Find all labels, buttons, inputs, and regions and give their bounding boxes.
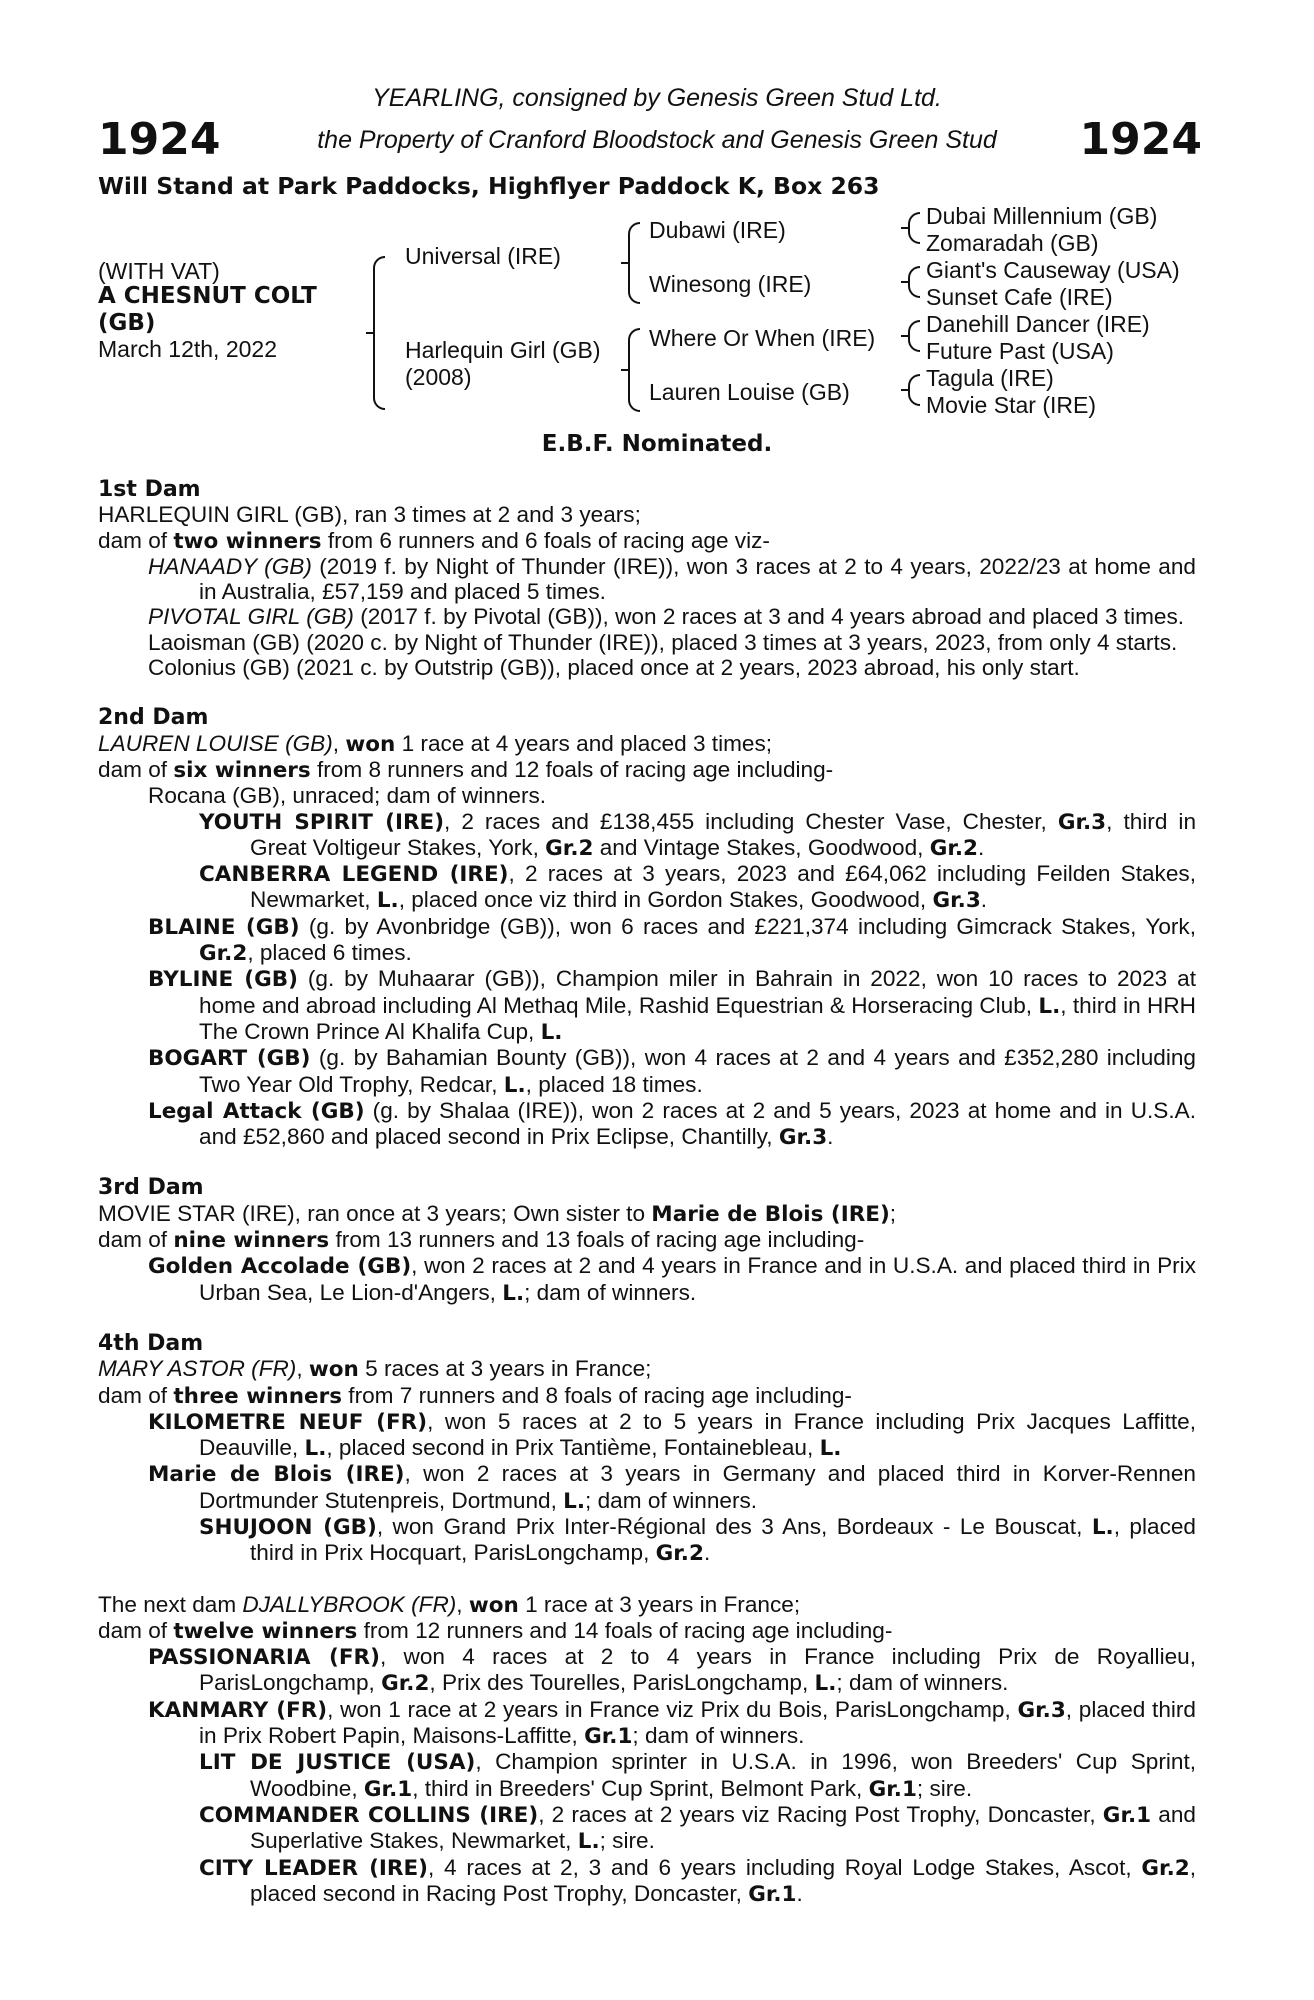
- record-line: [98, 1409, 1196, 1462]
- text-run: .: [796, 1880, 803, 1906]
- record-line: [98, 1618, 1196, 1644]
- pedigree-brace-g1: [908, 212, 920, 244]
- record-line: [98, 783, 1196, 808]
- property-line: the Property of Cranford Bloodstock and Genesis Green Stud: [317, 126, 997, 154]
- record-line: [98, 655, 1196, 680]
- bold-run: BLAINE (GB): [148, 914, 300, 940]
- dam-section: [98, 1592, 1196, 1908]
- dam-section: [98, 477, 1196, 680]
- italic-run: LAUREN LOUISE (GB): [98, 730, 333, 756]
- record-line: [98, 1855, 1196, 1908]
- text-run: , Champion sprinter in U.S.A. in 1996, won Breeders' Cup Sprint, Woodbine,: [250, 1749, 1196, 1801]
- bold-run: L.: [1091, 1514, 1114, 1540]
- text-run: ,: [296, 1356, 309, 1382]
- pedigree-brace-sire: [628, 222, 640, 304]
- record-line: [98, 554, 1196, 605]
- pedigree-brace-g2: [908, 266, 920, 298]
- pedigree-sire: Universal (IRE): [405, 243, 561, 269]
- text-run: , third in Great Voltigeur Stakes, York,: [250, 808, 1197, 860]
- text-run: , won 5 races at 2 to 5 years in France including Prix Jacques Laffitte, Deauville,: [199, 1408, 1196, 1461]
- text-run: , won 1 race at 2 years in France viz Prix du Bois, ParisLongchamp,: [327, 1696, 1018, 1722]
- text-run: , placed 18 times.: [525, 1071, 703, 1097]
- pedigree-brace-g3: [908, 320, 920, 352]
- subject-name: A CHESNUT COLT: [98, 283, 317, 309]
- pedigree-g3: Giant's Causeway (USA): [926, 257, 1180, 283]
- bold-run: PASSIONARIA (FR): [148, 1645, 380, 1671]
- text-run: Rocana (GB), unraced; dam of winners.: [148, 783, 547, 809]
- vat-note: (WITH VAT): [98, 258, 220, 284]
- record-line: [98, 809, 1196, 862]
- pedigree-g2: Zomaradah (GB): [926, 230, 1099, 256]
- record-line: [98, 1749, 1196, 1802]
- bold-run: Gr.2: [199, 941, 248, 967]
- bold-run: COMMANDER COLLINS (IRE): [199, 1802, 539, 1828]
- bold-run: won: [308, 1357, 359, 1383]
- bold-run: Gr.1: [584, 1724, 633, 1750]
- pedigree-dam-dam: Lauren Louise (GB): [649, 379, 850, 405]
- text-run: , Prix des Tourelles, ParisLongchamp,: [429, 1670, 815, 1696]
- bold-run: nine winners: [173, 1228, 330, 1254]
- bold-run: BYLINE (GB): [148, 967, 298, 993]
- bold-run: CITY LEADER (IRE): [199, 1855, 428, 1881]
- pedigree-g8: Movie Star (IRE): [926, 392, 1096, 418]
- text-run: ; dam of winners.: [632, 1723, 805, 1749]
- produce-record: [98, 477, 1196, 1907]
- text-run: (g. by Bahamian Bounty (GB)), won 4 races at 2 and 4 years and £352,280 including Two Year Old Trophy, Redcar,: [199, 1045, 1196, 1097]
- text-run: from 8 runners and 12 foals of racing age including-: [310, 756, 834, 782]
- bold-run: Gr.2: [545, 835, 594, 861]
- text-run: (2019 f. by Night of Thunder (IRE)), won 3 races at 2 to 4 years, 2022/23 at home and in Australia, £57,159 and placed 5 times.: [199, 553, 1196, 605]
- text-run: .: [827, 1124, 834, 1150]
- text-run: dam of: [98, 756, 174, 782]
- text-run: , placed 6 times.: [247, 940, 412, 966]
- text-run: (g. by Shalaa (IRE)), won 2 races at 2 and 5 years, 2023 at home and in U.S.A. and £52,860 and placed second in Prix Eclipse, Chantilly,: [199, 1097, 1196, 1150]
- bold-run: three winners: [173, 1383, 343, 1409]
- bold-run: Gr.2: [929, 835, 978, 861]
- text-run: Colonius (GB) (2021 c. by Outstrip (GB)), placed once at 2 years, 2023 abroad, his only start.: [148, 655, 1080, 681]
- record-line: [98, 966, 1196, 1045]
- bold-run: Gr.3: [778, 1125, 828, 1151]
- bold-run: Gr.1: [748, 1881, 797, 1907]
- bold-run: Gr.1: [363, 1776, 413, 1802]
- pedigree-sire-dam: Winesong (IRE): [649, 271, 812, 297]
- record-line: [98, 1644, 1196, 1697]
- text-run: .: [978, 834, 985, 860]
- bold-run: won: [468, 1592, 519, 1618]
- section-heading: 1st Dam: [98, 477, 201, 502]
- text-run: HARLEQUIN GIRL (GB), ran 3 times at 2 and 3 years;: [98, 502, 641, 528]
- dam-section: [98, 1175, 1196, 1305]
- pedigree-brace-g4: [908, 374, 920, 406]
- text-run: from 6 runners and 6 foals of racing age viz-: [321, 527, 770, 553]
- text-run: dam of: [98, 1617, 174, 1643]
- italic-run: PIVOTAL GIRL (GB): [148, 604, 354, 630]
- text-run: , third in Breeders' Cup Sprint, Belmont Park,: [412, 1775, 869, 1801]
- record-line: [98, 1461, 1196, 1514]
- text-run: , won 4 races at 2 to 4 years in France including Prix de Royallieu, ParisLongchamp,: [199, 1644, 1196, 1696]
- record-line: [98, 1802, 1196, 1855]
- text-run: ; sire.: [916, 1775, 973, 1801]
- subject-country: (GB): [98, 310, 156, 336]
- text-run: Laoisman (GB) (2020 c. by Night of Thunder (IRE)), placed 3 times at 3 years, 2023, from only 4 starts.: [148, 629, 1178, 655]
- text-run: 5 races at 3 years in France;: [358, 1356, 652, 1382]
- bold-run: won: [345, 731, 396, 757]
- bold-run: Gr.2: [655, 1541, 704, 1567]
- ebf-nomination: E.B.F. Nominated.: [541, 431, 773, 457]
- pedigree-g4: Sunset Cafe (IRE): [926, 284, 1113, 310]
- text-run: ;: [889, 1200, 897, 1226]
- bold-run: six winners: [173, 757, 311, 783]
- bold-run: L.: [814, 1671, 837, 1697]
- record-line: [98, 1697, 1196, 1750]
- text-run: from 7 runners and 8 foals of racing age including-: [342, 1382, 852, 1408]
- text-run: , 2 races and £138,455 including Chester Vase, Chester,: [444, 808, 1058, 834]
- text-run: The next dam: [98, 1591, 243, 1617]
- bold-run: Gr.2: [1141, 1855, 1190, 1881]
- text-run: , won 2 races at 2 and 4 years in France and in U.S.A. and placed third in Prix Urban Sea, Le Lion-d'Angers,: [199, 1253, 1196, 1305]
- record-line: [98, 1098, 1196, 1151]
- bold-run: Gr.2: [381, 1671, 430, 1697]
- text-run: , placed third in Prix Robert Papin, Maisons-Laffitte,: [199, 1696, 1196, 1749]
- bold-run: Legal Attack (GB): [148, 1098, 365, 1124]
- bold-run: Gr.3: [1057, 809, 1107, 835]
- record-line: [98, 1383, 1196, 1409]
- text-run: from 12 runners and 14 foals of racing age including-: [357, 1617, 893, 1643]
- bold-run: BOGART (GB): [148, 1046, 311, 1072]
- record-line: [98, 1045, 1196, 1098]
- text-run: .: [703, 1540, 711, 1566]
- bold-run: L.: [304, 1436, 327, 1462]
- text-run: dam of: [98, 1227, 174, 1253]
- text-run: 1 race at 4 years and placed 3 times;: [395, 730, 773, 756]
- record-line: [98, 630, 1196, 655]
- text-run: and Vintage Stakes, Goodwood,: [593, 834, 930, 860]
- text-run: , won Grand Prix Inter-Régional des 3 Ans, Bordeaux - Le Bouscat,: [376, 1513, 1092, 1539]
- bold-run: Golden Accolade (GB): [148, 1254, 412, 1280]
- bold-run: L.: [563, 1488, 586, 1514]
- bold-run: L.: [502, 1280, 525, 1306]
- italic-run: MARY ASTOR (FR): [98, 1356, 297, 1382]
- record-line: [98, 731, 1196, 757]
- bold-run: KANMARY (FR): [148, 1697, 328, 1723]
- text-run: ; dam of winners.: [524, 1279, 697, 1305]
- bold-run: L.: [540, 1019, 563, 1045]
- dam-section: [98, 1331, 1196, 1567]
- bold-run: L.: [1038, 993, 1061, 1019]
- text-run: dam of: [98, 1382, 174, 1408]
- text-run: ,: [332, 730, 346, 756]
- pedigree-g6: Future Past (USA): [926, 338, 1114, 364]
- pedigree-g5: Danehill Dancer (IRE): [926, 311, 1150, 337]
- bold-run: Gr.3: [1017, 1697, 1066, 1723]
- text-run: ; dam of winners.: [585, 1487, 758, 1513]
- record-line: [98, 1592, 1196, 1618]
- lot-number-right: 1924: [1079, 114, 1202, 165]
- text-run: 1 race at 3 years in France;: [518, 1591, 801, 1617]
- record-line: [98, 1227, 1196, 1253]
- bold-run: L.: [503, 1072, 526, 1098]
- bold-run: L.: [577, 1829, 600, 1855]
- bold-run: Gr.1: [1102, 1802, 1152, 1828]
- record-line: [98, 528, 1196, 554]
- bold-run: Gr.3: [932, 888, 981, 914]
- pedigree-sire-sire: Dubawi (IRE): [649, 217, 786, 243]
- text-run: dam of: [98, 527, 174, 553]
- bold-run: LIT DE JUSTICE (USA): [199, 1750, 476, 1776]
- bold-run: CANBERRA LEGEND (IRE): [199, 862, 509, 888]
- text-run: , placed once viz third in Gordon Stakes, Goodwood,: [398, 887, 933, 913]
- text-run: , 2 races at 2 years viz Racing Post Trophy, Doncaster,: [538, 1801, 1103, 1827]
- text-run: , placed third in Prix Hocquart, ParisLongchamp,: [250, 1513, 1196, 1566]
- stand-location: Will Stand at Park Paddocks, Highflyer Paddock K, Box 263: [98, 172, 880, 200]
- bold-run: Marie de Blois (IRE): [651, 1201, 890, 1227]
- pedigree-dam: Harlequin Girl (GB): [405, 337, 601, 363]
- italic-run: HANAADY (GB): [148, 553, 312, 579]
- record-line: [98, 1201, 1196, 1227]
- text-run: , 4 races at 2, 3 and 6 years including Royal Lodge Stakes, Ascot,: [428, 1854, 1142, 1880]
- record-line: [98, 914, 1196, 967]
- text-run: and Superlative Stakes, Newmarket,: [250, 1801, 1196, 1854]
- text-run: ,: [456, 1591, 469, 1617]
- text-run: (g. by Muhaarar (GB)), Champion miler in Bahrain in 2022, won 10 races to 2023 at home and abroad including Al Methaq Mile, Rashid Equestrian & Horseracing Club,: [199, 966, 1196, 1018]
- pedigree-brace-dam: [628, 328, 640, 412]
- record-line: [98, 1514, 1196, 1567]
- text-run: (2017 f. by Pivotal (GB)), won 2 races at 3 and 4 years abroad and placed 3 times.: [353, 604, 1185, 630]
- record-line: [98, 502, 1196, 527]
- consignment-line: YEARLING, consigned by Genesis Green Stud Ltd.: [372, 84, 942, 112]
- pedigree-dam-year: (2008): [405, 364, 472, 390]
- bold-run: Marie de Blois (IRE): [148, 1462, 405, 1488]
- bold-run: L.: [819, 1436, 842, 1462]
- text-run: , won 2 races at 3 years in Germany and placed third in Korver-Rennen Dortmunder Stutenpreis, Dortmund,: [199, 1461, 1196, 1513]
- text-run: .: [980, 887, 988, 913]
- section-heading: 2nd Dam: [98, 705, 209, 731]
- bold-run: L.: [376, 888, 399, 914]
- section-heading: 4th Dam: [98, 1330, 204, 1356]
- section-heading: 3rd Dam: [98, 1175, 204, 1201]
- text-run: , third in HRH The Crown Prince Al Khalifa Cup,: [199, 992, 1196, 1044]
- record-line: [98, 604, 1196, 629]
- italic-run: DJALLYBROOK (FR): [242, 1591, 457, 1617]
- record-line: [98, 757, 1196, 783]
- bold-run: twelve winners: [173, 1618, 358, 1644]
- pedigree-g1: Dubai Millennium (GB): [926, 203, 1158, 229]
- text-run: (g. by Avonbridge (GB)), won 6 races and £221,374 including Gimcrack Stakes, York,: [299, 913, 1196, 939]
- text-run: ; sire.: [599, 1828, 655, 1854]
- bold-run: Gr.1: [868, 1776, 917, 1802]
- foaling-date: March 12th, 2022: [98, 336, 278, 362]
- text-run: , placed second in Racing Post Trophy, Doncaster,: [250, 1854, 1196, 1906]
- text-run: , placed second in Prix Tantième, Fontainebleau,: [326, 1435, 820, 1461]
- record-line: [98, 1356, 1196, 1382]
- text-run: , 2 races at 3 years, 2023 and £64,062 including Feilden Stakes, Newmarket,: [250, 861, 1196, 913]
- pedigree-dam-sire: Where Or When (IRE): [649, 325, 876, 351]
- text-run: MOVIE STAR (IRE), ran once at 3 years; Own sister to: [98, 1200, 652, 1226]
- lot-number-left: 1924: [98, 114, 221, 165]
- text-run: from 13 runners and 13 foals of racing age including-: [329, 1227, 865, 1253]
- dam-section: [98, 705, 1196, 1150]
- record-line: [98, 861, 1196, 914]
- bold-run: YOUTH SPIRIT (IRE): [199, 809, 445, 835]
- text-run: ; dam of winners.: [836, 1670, 1009, 1696]
- pedigree-brace-main: [373, 256, 385, 410]
- record-line: [98, 1253, 1196, 1306]
- bold-run: KILOMETRE NEUF (FR): [148, 1409, 428, 1435]
- pedigree-g7: Tagula (IRE): [926, 365, 1054, 391]
- bold-run: SHUJOON (GB): [199, 1514, 377, 1540]
- bold-run: two winners: [173, 528, 322, 554]
